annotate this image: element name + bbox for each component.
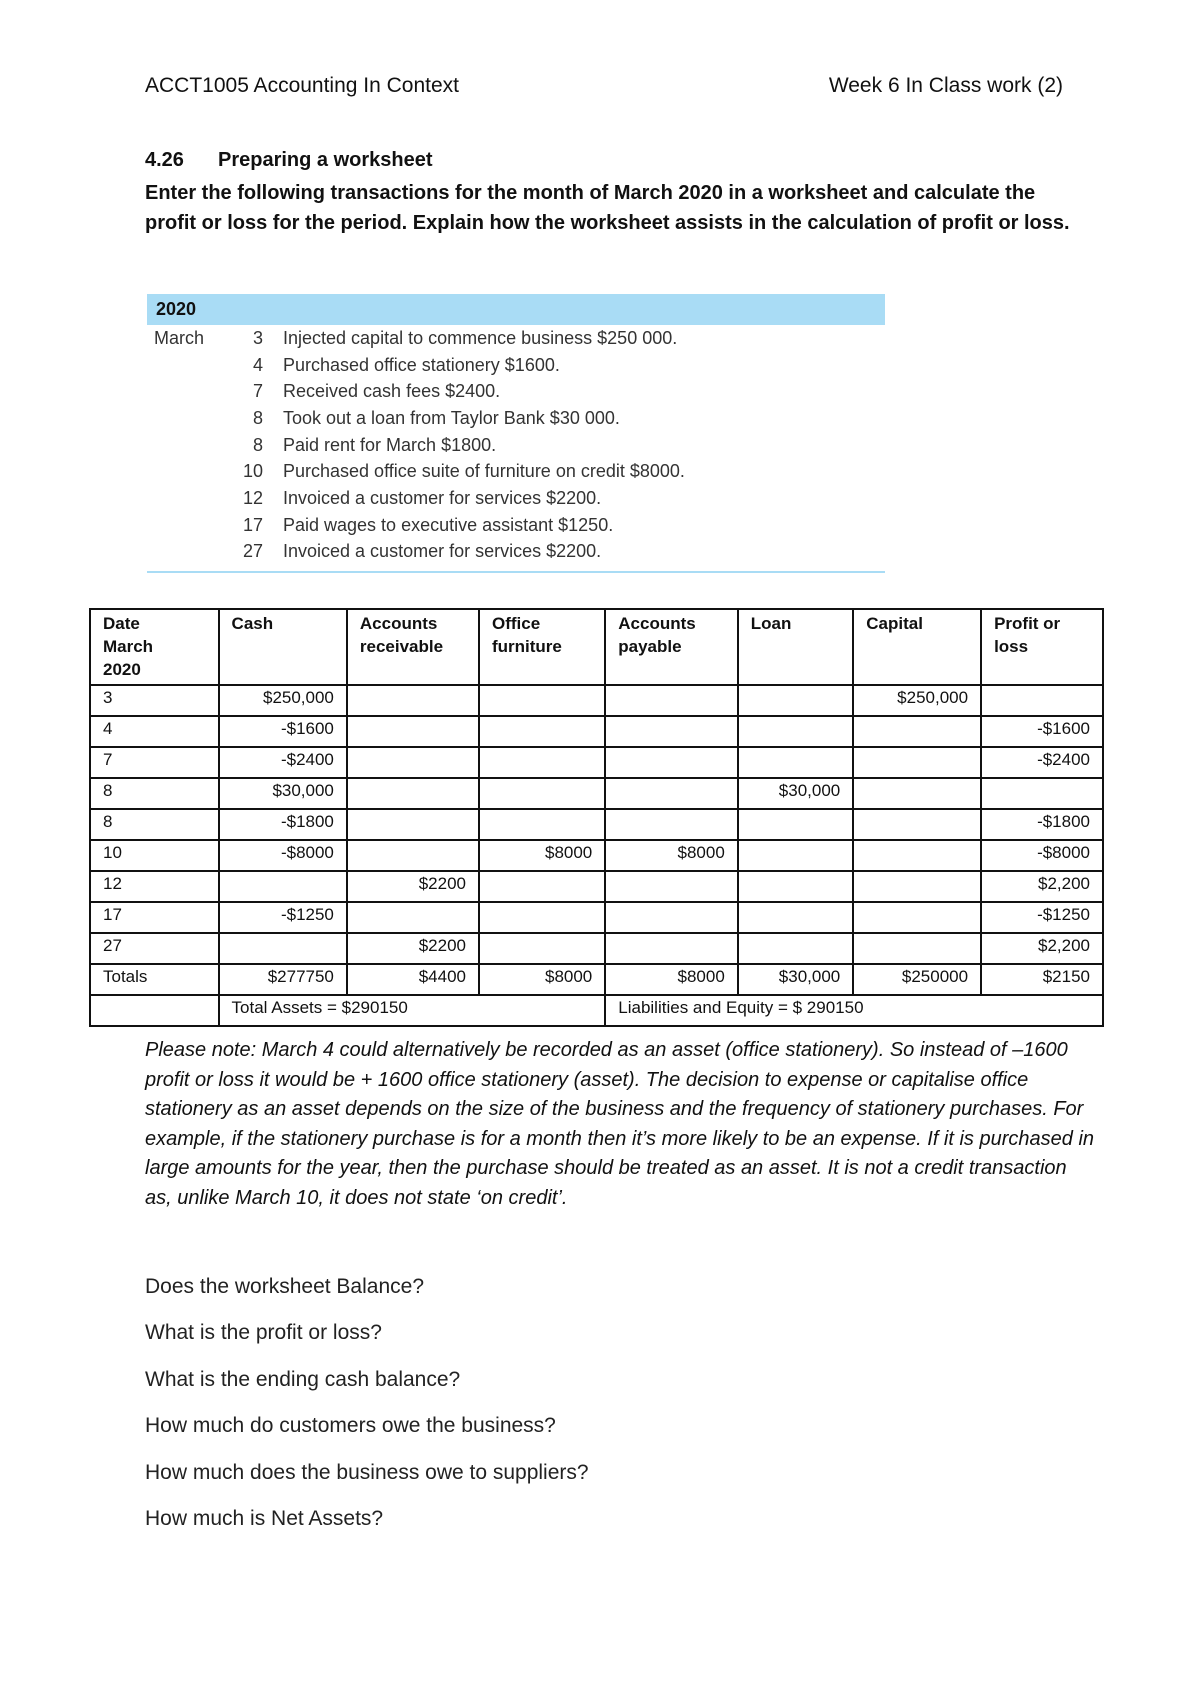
amount-cell [347, 747, 479, 778]
transaction-item [147, 405, 885, 432]
amount-cell [853, 809, 981, 840]
column-header: Office furniture [479, 609, 605, 685]
amount-cell [479, 902, 605, 933]
transaction-day: 7 [252, 381, 263, 402]
transaction-item [147, 458, 885, 485]
column-header: Capital [853, 609, 981, 685]
table-header-row [90, 609, 1103, 685]
amount-cell: $250,000 [853, 685, 981, 716]
amount-cell [347, 778, 479, 809]
table-row [90, 871, 1103, 902]
table-row [90, 685, 1103, 716]
question: How much does the business owe to suppliers? [145, 1460, 589, 1484]
liabilities-equity: Liabilities and Equity = $ 290150 [605, 995, 1103, 1026]
table-row [90, 778, 1103, 809]
question: How much do customers owe the business? [145, 1414, 556, 1438]
transaction-day: 10 [242, 461, 263, 482]
amount-cell [853, 933, 981, 964]
amount-cell [853, 778, 981, 809]
amount-cell [605, 747, 738, 778]
amount-cell [347, 902, 479, 933]
amount-cell [479, 809, 605, 840]
amount-cell [853, 871, 981, 902]
exercise-instructions: Enter the following transactions for the month of March 2020 in a worksheet and calculate the profit or loss for the period. Explain how the worksheet assists in the calculation of profit or loss. [145, 182, 1070, 234]
amount-cell [479, 747, 605, 778]
week-header: Week 6 In Class work (2) [828, 74, 1063, 97]
amount-cell: -$2400 [981, 747, 1103, 778]
amount-cell: $277750 [219, 964, 347, 995]
table-row [90, 747, 1103, 778]
transaction-text: Purchased office suite of furniture on credit $8000. [283, 461, 685, 482]
amount-cell [219, 871, 347, 902]
amount-cell [738, 747, 853, 778]
transaction-text: Invoiced a customer for services $2200. [283, 487, 602, 508]
amount-cell [738, 685, 853, 716]
amount-cell [738, 933, 853, 964]
empty-cell [90, 995, 219, 1026]
amount-cell: $250,000 [219, 685, 347, 716]
transaction-text: Took out a loan from Taylor Bank $30 000. [283, 407, 620, 428]
question: How much is Net Assets? [145, 1507, 384, 1530]
transaction-day: 8 [252, 434, 263, 455]
amount-cell [479, 778, 605, 809]
section-heading [145, 149, 433, 172]
transaction-day: 8 [252, 407, 263, 428]
date-cell: 4 [90, 716, 219, 747]
transaction-day: 27 [242, 541, 263, 562]
column-header: Accounts receivable [347, 609, 479, 685]
transaction-day: 17 [242, 514, 263, 535]
transaction-item [147, 485, 885, 512]
transaction-text: Received cash fees $2400. [283, 381, 501, 402]
transaction-item [147, 352, 885, 379]
amount-cell [738, 809, 853, 840]
amount-cell [605, 685, 738, 716]
total-assets: Total Assets = $290150 [219, 995, 606, 1026]
date-cell: 8 [90, 809, 219, 840]
amount-cell [853, 902, 981, 933]
amount-cell: $2200 [347, 871, 479, 902]
amount-cell: $250000 [853, 964, 981, 995]
course-header: ACCT1005 Accounting In Context [145, 74, 460, 97]
date-cell: 8 [90, 778, 219, 809]
transaction-text: Purchased office stationery $1600. [283, 354, 560, 375]
transaction-text: Invoiced a customer for services $2200. [283, 541, 602, 562]
note-paragraph: Please note: March 4 could alternatively be recorded as an asset (office stationery). So instead of –1600 profit or loss it would be + 1600 office stationery (asset). The decision to expense or capitalise office stationery as an asset depends on the size of the business and the frequency of stationery purchases. For example, if the stationery purchase is for a month then it’s more likely to be an expense. If it is purchased in large amounts for the year, then the purchase should be treated as an asset. It is not a credit transaction as, unlike March 10, it does not state ‘on credit’. [145, 1039, 1095, 1209]
amount-cell: $2,200 [981, 871, 1103, 902]
amount-cell [981, 685, 1103, 716]
transaction-text: Paid rent for March $1800. [283, 434, 497, 455]
column-header: Loan [738, 609, 853, 685]
transaction-day: 12 [242, 487, 263, 508]
amount-cell: -$1250 [981, 902, 1103, 933]
balance-row [90, 995, 1103, 1026]
transaction-month: March [154, 327, 205, 348]
transaction-item [147, 539, 885, 566]
amount-cell: -$1250 [219, 902, 347, 933]
transaction-item [147, 325, 885, 352]
amount-cell: $2200 [347, 933, 479, 964]
question: What is the profit or loss? [145, 1321, 382, 1345]
amount-cell: $2,200 [981, 933, 1103, 964]
amount-cell [605, 778, 738, 809]
totals-row [90, 964, 1103, 995]
amount-cell: $30,000 [219, 778, 347, 809]
transaction-text: Injected capital to commence business $250 000. [283, 327, 678, 348]
section-title: Preparing a worksheet [218, 149, 433, 171]
amount-cell [347, 840, 479, 871]
amount-cell: $8000 [479, 964, 605, 995]
transaction-item [147, 432, 885, 459]
amount-cell [605, 809, 738, 840]
transaction-item [147, 378, 885, 405]
amount-cell: -$1600 [219, 716, 347, 747]
worksheet-table [89, 608, 1104, 1027]
transactions-year: 2020 [147, 294, 885, 325]
amount-cell: -$8000 [981, 840, 1103, 871]
transaction-day: 4 [252, 354, 263, 375]
amount-cell: $8000 [479, 840, 605, 871]
amount-cell [605, 902, 738, 933]
date-cell: 12 [90, 871, 219, 902]
amount-cell: $4400 [347, 964, 479, 995]
date-cell: 17 [90, 902, 219, 933]
transaction-day: 3 [252, 327, 263, 348]
amount-cell [738, 902, 853, 933]
amount-cell: -$2400 [219, 747, 347, 778]
amount-cell [853, 716, 981, 747]
column-header: Accounts payable [605, 609, 738, 685]
amount-cell [479, 933, 605, 964]
amount-cell [347, 809, 479, 840]
amount-cell: $30,000 [738, 964, 853, 995]
question: What is the ending cash balance? [145, 1367, 461, 1391]
column-header: Profit or loss [981, 609, 1103, 685]
amount-cell [738, 871, 853, 902]
amount-cell [605, 716, 738, 747]
amount-cell [479, 716, 605, 747]
amount-cell [738, 840, 853, 871]
amount-cell: -$8000 [219, 840, 347, 871]
amount-cell: -$1800 [219, 809, 347, 840]
amount-cell: $8000 [605, 964, 738, 995]
table-row [90, 933, 1103, 964]
date-cell: 7 [90, 747, 219, 778]
table-row [90, 809, 1103, 840]
transaction-text: Paid wages to executive assistant $1250. [283, 514, 614, 535]
table-row [90, 902, 1103, 933]
amount-cell: $2150 [981, 964, 1103, 995]
amount-cell [347, 685, 479, 716]
amount-cell: -$1800 [981, 809, 1103, 840]
amount-cell: $30,000 [738, 778, 853, 809]
date-cell: 3 [90, 685, 219, 716]
section-number: 4.26 [145, 149, 184, 171]
amount-cell [219, 933, 347, 964]
date-cell: 27 [90, 933, 219, 964]
amount-cell [853, 747, 981, 778]
transactions-list [147, 294, 885, 573]
table-row [90, 840, 1103, 871]
amount-cell [853, 840, 981, 871]
amount-cell [479, 871, 605, 902]
date-cell: 10 [90, 840, 219, 871]
amount-cell [738, 716, 853, 747]
question: Does the worksheet Balance? [145, 1275, 424, 1298]
amount-cell [605, 933, 738, 964]
amount-cell [479, 685, 605, 716]
table-row [90, 716, 1103, 747]
amount-cell: -$1600 [981, 716, 1103, 747]
divider [147, 571, 885, 573]
amount-cell [605, 871, 738, 902]
transaction-item [147, 512, 885, 539]
column-header: Date March 2020 [90, 609, 219, 685]
amount-cell: $8000 [605, 840, 738, 871]
amount-cell [981, 778, 1103, 809]
column-header: Cash [219, 609, 347, 685]
date-cell: Totals [90, 964, 219, 995]
amount-cell [347, 716, 479, 747]
